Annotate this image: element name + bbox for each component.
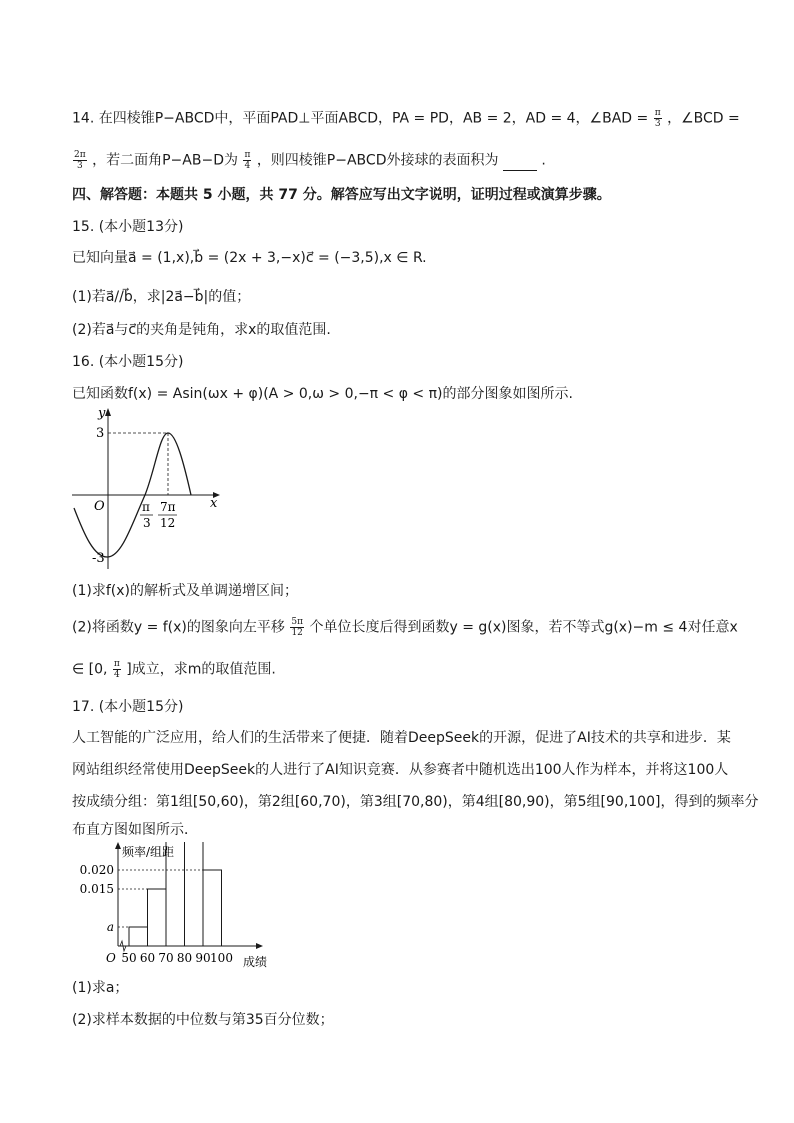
- hist-origin: O: [106, 951, 116, 965]
- q14-frac-pi-4: [243, 150, 251, 171]
- q16-frac-pi-4: [113, 659, 121, 680]
- frac-num: 2π: [74, 150, 86, 160]
- tick-pi-3-den: 3: [143, 516, 151, 530]
- q15-part2: (2)若a⃗与c⃗的夹角是钝角，求x的取值范围.: [72, 322, 331, 338]
- tick-7pi-12-num: 7π: [160, 500, 176, 514]
- hist-xlabel: 成绩: [243, 955, 268, 969]
- q14-frac-2pi-3: [73, 150, 87, 171]
- q17-stem-3: 按成绩分组：第1组[50,60)，第2组[60,70)，第3组[70,80)，第4组[80,90)，第5组[90,100]，得到的频率分: [72, 794, 759, 810]
- frac-den: 3: [76, 161, 83, 171]
- q14-frac-pi-3: [654, 108, 662, 129]
- q14-line2: [72, 150, 546, 171]
- q16-p2-text-c: ∈ [0,: [72, 661, 108, 678]
- q16-stem: 已知函数f(x) = Asin(ωx + φ)(A > 0,ω > 0,−π < φ < π)的部分图象如图所示.: [72, 386, 573, 402]
- tick-pi-3-num: π: [142, 500, 150, 514]
- frac-num: π: [244, 150, 251, 160]
- hist-ytick-label: 0.015: [79, 882, 114, 896]
- hist-x-arrow: [256, 943, 263, 949]
- hist-xtick-label: 90: [195, 951, 211, 965]
- q15-stem: 已知向量a⃗ = (1,x),b⃗ = (2x + 3,−x)c⃗ = (−3,5),x ∈ R.: [72, 250, 427, 266]
- hist-ylabel: 频率/组距: [122, 845, 175, 859]
- hist-ytick-label: a: [106, 920, 114, 934]
- q17-part1: (1)求a；: [72, 980, 129, 996]
- q17-header: 17. (本小题15分): [72, 699, 184, 715]
- q16-p2-text-a: (2)将函数y = f(x)的图象向左平移: [72, 619, 285, 636]
- q14-period: .: [541, 152, 546, 169]
- q14-text-3: ，若二面角P−AB−D为: [92, 152, 238, 169]
- sine-graph: [70, 404, 230, 574]
- frac-num: 5π: [291, 617, 303, 627]
- q14-text-4: ，则四棱锥P−ABCD外接球的表面积为: [256, 152, 499, 169]
- hist-xtick-label: 50: [121, 951, 137, 965]
- q15-part1: (1)若a⃗//b⃗，求|2a⃗−b⃗|的值；: [72, 289, 251, 305]
- q17-stem-2: 网站组织经常使用DeepSeek的人进行了AI知识竞赛．从参赛者中随机选出100人作为样本，并将这100人: [72, 762, 729, 778]
- q16-frac-5pi-12: [290, 617, 304, 638]
- q14-text-2: ，∠BCD =: [667, 110, 740, 127]
- min-label: -3: [92, 551, 105, 566]
- hist-y-arrow: [115, 842, 121, 849]
- q17-stem-1: 人工智能的广泛应用，给人们的生活带来了便捷．随着DeepSeek的开源，促进了AI技术的共享和进步．某: [72, 730, 731, 746]
- q14-line1: [72, 108, 740, 129]
- hist-xtick-label: 80: [176, 951, 193, 965]
- frac-den: 3: [654, 119, 661, 129]
- q16-p2-text-d: ]成立，求m的取值范围.: [126, 661, 276, 678]
- q16-part2-line2: [72, 659, 276, 680]
- q15-header: 15. (本小题13分): [72, 219, 184, 235]
- hist-xtick-label: 70: [158, 951, 174, 965]
- frac-den: 12: [291, 628, 303, 638]
- y-axis-label: y: [98, 406, 106, 421]
- frac-den: 4: [114, 670, 120, 680]
- answer-blank[interactable]: [503, 156, 537, 171]
- q16-header: 16. (本小题15分): [72, 354, 184, 370]
- origin-label: O: [94, 499, 105, 514]
- q17-part2: (2)求样本数据的中位数与第35百分位数；: [72, 1012, 334, 1028]
- q14-text-1: 14. 在四棱锥P−ABCD中，平面PAD⊥平面ABCD，PA = PD，AB = 2，AD = 4，∠BAD =: [72, 110, 649, 127]
- frac-num: π: [113, 659, 120, 669]
- histogram-bar: [203, 870, 222, 946]
- y-axis-arrow: [105, 408, 111, 416]
- max-label: 3: [96, 426, 105, 441]
- frequency-histogram: [68, 842, 288, 972]
- hist-ytick-label: 0.020: [79, 863, 114, 877]
- histogram-bar: [185, 842, 204, 946]
- hist-xtick-label: 100: [210, 951, 233, 965]
- frac-num: π: [654, 108, 661, 118]
- hist-xtick-label: 60: [139, 951, 156, 965]
- q16-part2-line1: [72, 617, 738, 638]
- histogram-bar: [129, 927, 148, 946]
- q16-part1: (1)求f(x)的解析式及单调递增区间；: [72, 583, 298, 599]
- section-heading: 四、解答题：本题共 5 小题，共 77 分。解答应写出文字说明，证明过程或演算步骤。: [72, 187, 611, 203]
- histogram-bar: [148, 889, 167, 946]
- q16-p2-text-b: 个单位长度后得到函数y = g(x)图象，若不等式g(x)−m ≤ 4对任意x: [309, 619, 738, 636]
- tick-7pi-12-den: 12: [160, 516, 176, 530]
- q17-stem-4: 布直方图如图所示．: [72, 822, 198, 838]
- x-axis-label: x: [210, 496, 218, 511]
- frac-den: 4: [244, 161, 251, 171]
